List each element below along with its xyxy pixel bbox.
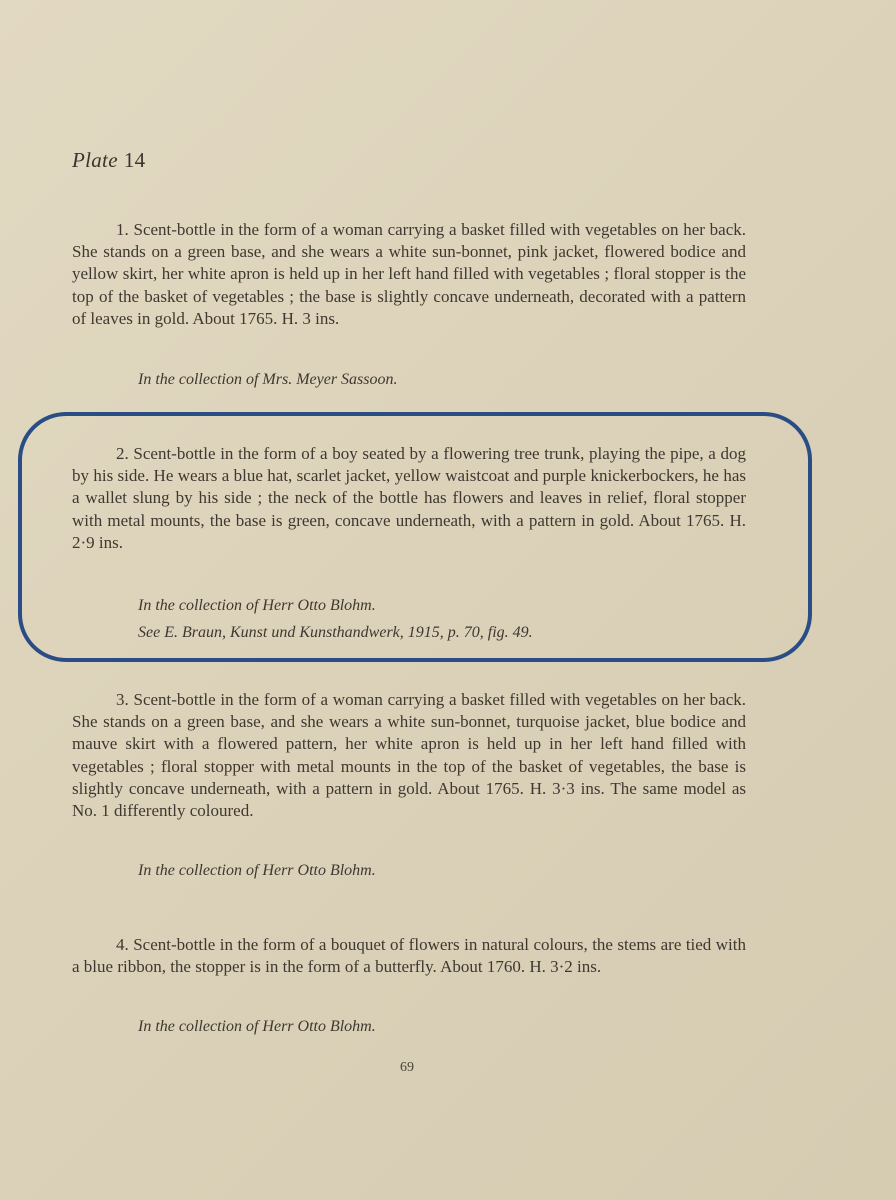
entry-2-collection-note: In the collection of Herr Otto Blohm. (138, 597, 376, 614)
catalogue-entry-1 (72, 219, 746, 330)
catalogue-entry-3 (72, 689, 746, 822)
catalogue-entry-2 (72, 443, 746, 554)
entry-2-description: 2. Scent-bottle in the form of a boy seated by a flowering tree trunk, playing the pipe, a dog by his side. He wears a blue hat, scarlet jacket, yellow waistcoat and purple knickerbockers, he has a wallet slung by his side ; the neck of the bottle has flowers and leaves in relief, floral stopper with metal mounts, the base is green, concave underneath, with a pattern in gold. About 1765. H. 2·9 ins. (72, 444, 746, 552)
entry-1-description: 1. Scent-bottle in the form of a woman carrying a basket filled with vegetables on her back. She stands on a green base, and she wears a white sun-bonnet, pink jacket, flowered bodice and yellow skirt, her white apron is held up in her left hand filled with vegetables ; floral stopper is the top of the basket of vegetables ; the base is slightly concave underneath, decorated with a pattern of leaves in gold. About 1765. H. 3 ins. (72, 220, 746, 328)
entry-4-description: 4. Scent-bottle in the form of a bouquet of flowers in natural colours, the stems are tied with a blue ribbon, the stopper is in the form of a butterfly. About 1760. H. 3·2 ins. (72, 935, 746, 977)
catalogue-entry-4 (72, 934, 746, 978)
page-number: 69 (400, 1060, 414, 1075)
plate-heading (72, 148, 145, 173)
plate-number: 14 (123, 148, 146, 172)
entry-3-description: 3. Scent-bottle in the form of a woman carrying a basket filled with vegetables on her back. She stands on a green base, and she wears a white sun-bonnet, turquoise jacket, blue bodice and mauve skirt with a flowered pattern, her white apron is held up in her left hand filled with vegetables ; floral stopper with metal mounts in the top of the basket of vegetables, the base is slightly concave underneath, with a pattern in gold. About 1765. H. 3·3 ins. The same model as No. 1 differently coloured. (72, 690, 746, 821)
plate-label: Plate (72, 148, 118, 172)
entry-2-reference-note: See E. Braun, Kunst und Kunsthandwerk, 1915, p. 70, fig. 49. (138, 624, 533, 641)
entry-3-collection-note: In the collection of Herr Otto Blohm. (138, 862, 376, 879)
entry-1-collection-note: In the collection of Mrs. Meyer Sassoon. (138, 371, 398, 388)
entry-4-collection-note: In the collection of Herr Otto Blohm. (138, 1018, 376, 1035)
